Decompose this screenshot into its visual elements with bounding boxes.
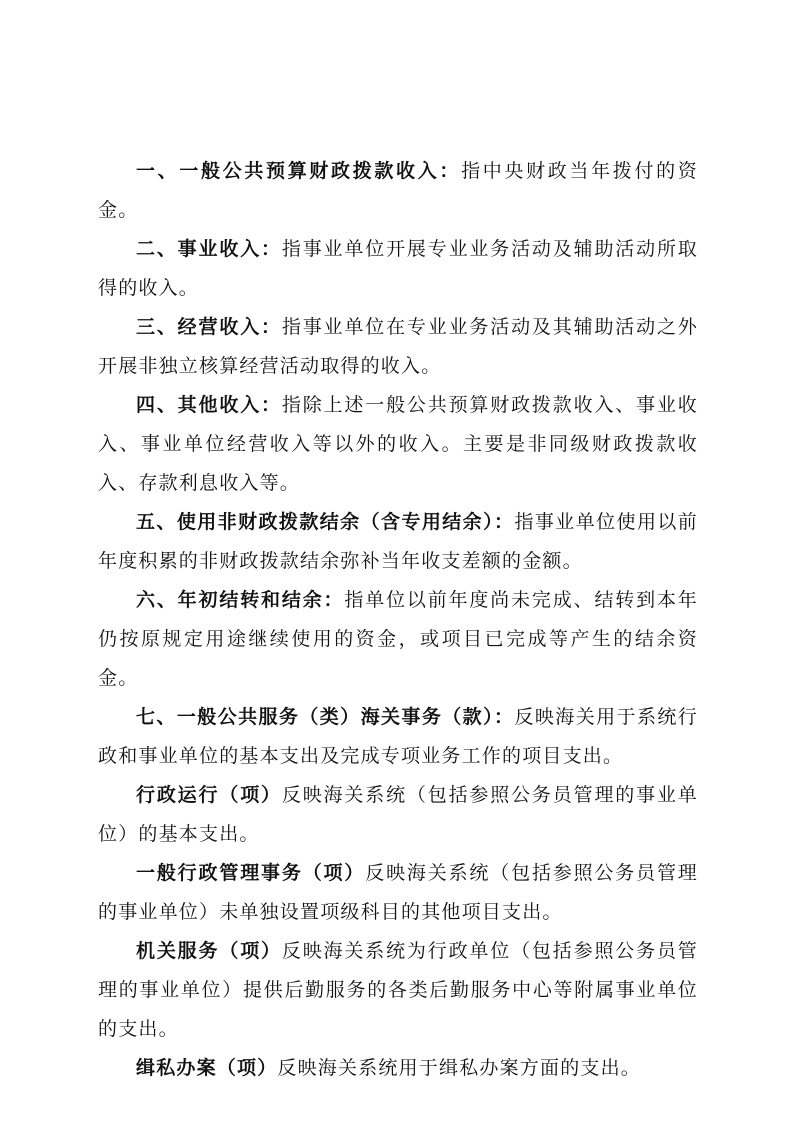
- term-heading: 四、其他收入：: [136, 394, 282, 416]
- term-definition: 指事业单位开展专业业务活动及辅助活动所取得的收入。: [98, 238, 698, 299]
- paragraph-carryover-balance: [98, 581, 698, 698]
- term-heading: 七、一般公共服务（类）海关事务（款）：: [136, 706, 515, 728]
- paragraph-operating-income: [98, 308, 698, 386]
- term-definition: 反映海关系统（包括参照公务员管理的事业单位）的基本支出。: [98, 784, 698, 845]
- paragraph-other-income: [98, 386, 698, 503]
- term-definition: 指除上述一般公共预算财政拨款收入、事业收入、事业单位经营收入等以外的收入。主要是非同级财政拨款收入、存款利息收入等。: [98, 394, 698, 494]
- term-heading: 六、年初结转和结余：: [136, 589, 345, 611]
- term-definition: 指中央财政当年拨付的资金。: [98, 160, 698, 221]
- paragraph-business-income: [98, 230, 698, 308]
- term-definition: 反映海关系统用于缉私办案方面的支出。: [277, 1057, 642, 1079]
- document-body: [98, 152, 698, 1088]
- term-definition: 反映海关系统为行政单位（包括参照公务员管理的事业单位）提供后勤服务的各类后勤服务中心等附属事业单位的支出。: [98, 940, 698, 1040]
- paragraph-customs-affairs: [98, 698, 698, 776]
- term-heading: 缉私办案（项）: [136, 1057, 278, 1079]
- term-definition: 反映海关用于系统行政和事业单位的基本支出及完成专项业务工作的项目支出。: [98, 706, 698, 767]
- paragraph-administrative-operation: [98, 776, 698, 854]
- paragraph-institutional-services: [98, 932, 698, 1049]
- term-heading: 机关服务（项）: [136, 940, 282, 962]
- paragraph-non-fiscal-surplus: [98, 503, 698, 581]
- term-heading: 三、经营收入：: [136, 316, 282, 338]
- term-definition: 指事业单位使用以前年度积累的非财政拨款结余弥补当年收支差额的金额。: [98, 511, 698, 572]
- term-definition: 反映海关系统（包括参照公务员管理的事业单位）未单独设置项级科目的其他项目支出。: [98, 862, 699, 923]
- paragraph-general-budget-income: [98, 152, 698, 230]
- term-definition: 指单位以前年度尚未完成、结转到本年仍按原规定用途继续使用的资金，或项目已完成等产生的结余资金。: [98, 589, 698, 689]
- term-heading: 一、一般公共预算财政拨款收入：: [136, 160, 462, 182]
- term-heading: 二、事业收入：: [136, 238, 282, 260]
- term-heading: 五、使用非财政拨款结余（含专用结余）：: [136, 511, 515, 533]
- paragraph-anti-smuggling: [98, 1049, 698, 1088]
- term-definition: 指事业单位在专业业务活动及其辅助活动之外开展非独立核算经营活动取得的收入。: [98, 316, 698, 377]
- term-heading: 一般行政管理事务（项）: [136, 862, 366, 884]
- term-heading: 行政运行（项）: [136, 784, 282, 806]
- paragraph-general-administration: [98, 854, 698, 932]
